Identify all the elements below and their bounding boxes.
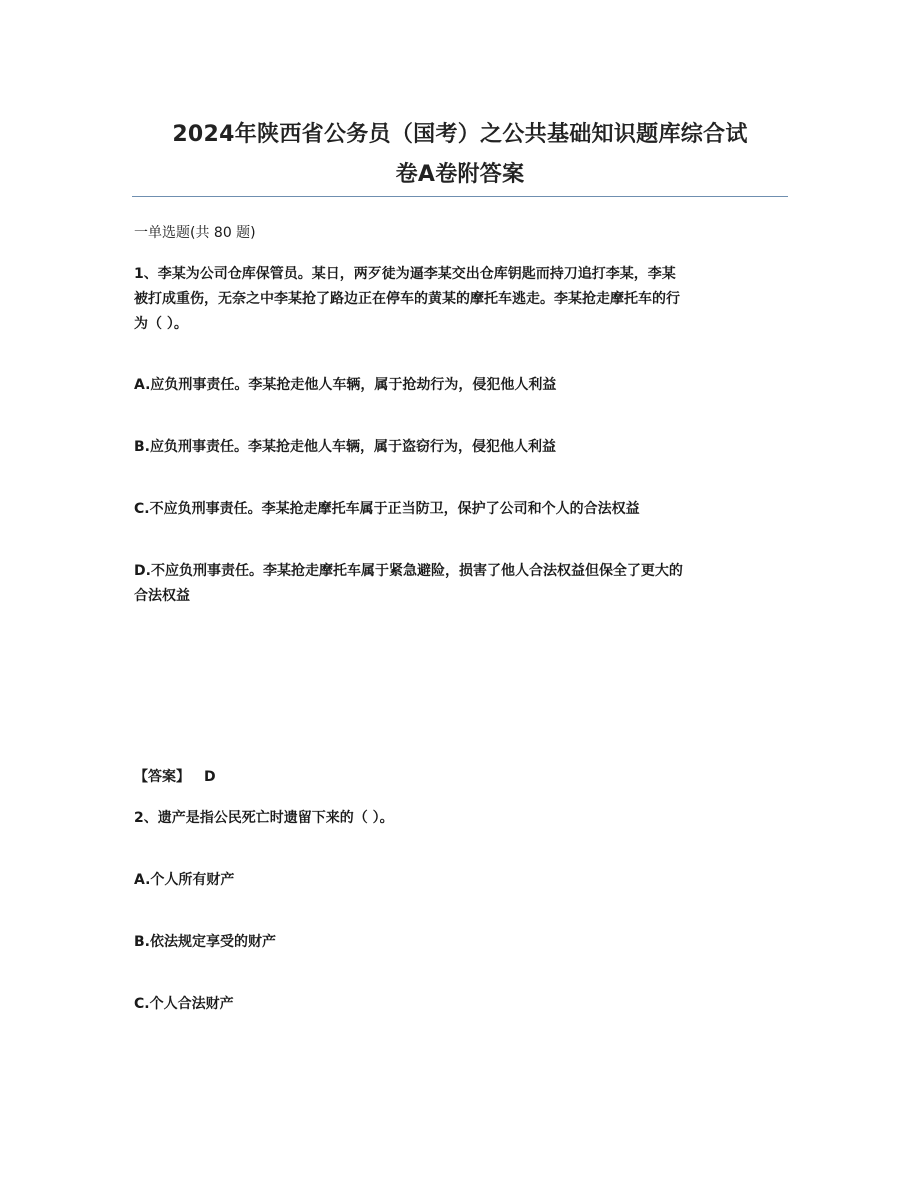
answer-label: 【答案】 — [134, 769, 190, 785]
question-stem-line: 2、遗产是指公民死亡时遗留下来的（ ）。 — [134, 810, 394, 826]
title-divider — [132, 196, 788, 197]
question-stem-line: 1、李某为公司仓库保管员。某日，两歹徒为逼李某交出仓库钥匙而持刀追打李某，李某 — [134, 266, 676, 282]
answer-value: D — [204, 769, 216, 785]
question-stem-line: 被打成重伤，无奈之中李某抢了路边正在停车的黄某的摩托车逃走。李某抢走摩托车的行 — [134, 291, 680, 307]
option-b: B.应负刑事责任。李某抢走他人车辆，属于盗窃行为，侵犯他人利益 — [134, 439, 556, 455]
option-a: A.个人所有财产 — [134, 872, 235, 888]
section-heading: 一单选题(共 80 题) — [134, 225, 256, 241]
question-stem-line: 为（ ）。 — [134, 316, 188, 332]
option-d: D.不应负刑事责任。李某抢走摩托车属于紧急避险，损害了他人合法权益但保全了更大的 — [134, 563, 683, 579]
title-line-1: 2024年陕西省公务员（国考）之公共基础知识题库综合试 — [172, 122, 748, 147]
option-a: A.应负刑事责任。李某抢走他人车辆，属于抢劫行为，侵犯他人利益 — [134, 377, 557, 393]
option-c: C.个人合法财产 — [134, 996, 234, 1012]
answer-line — [134, 766, 794, 786]
option-c: C.不应负刑事责任。李某抢走摩托车属于正当防卫，保护了公司和个人的合法权益 — [134, 501, 640, 517]
title-line-2: 卷A卷附答案 — [395, 162, 525, 187]
option-b: B.依法规定享受的财产 — [134, 934, 276, 950]
option-d-continuation: 合法权益 — [134, 588, 190, 604]
